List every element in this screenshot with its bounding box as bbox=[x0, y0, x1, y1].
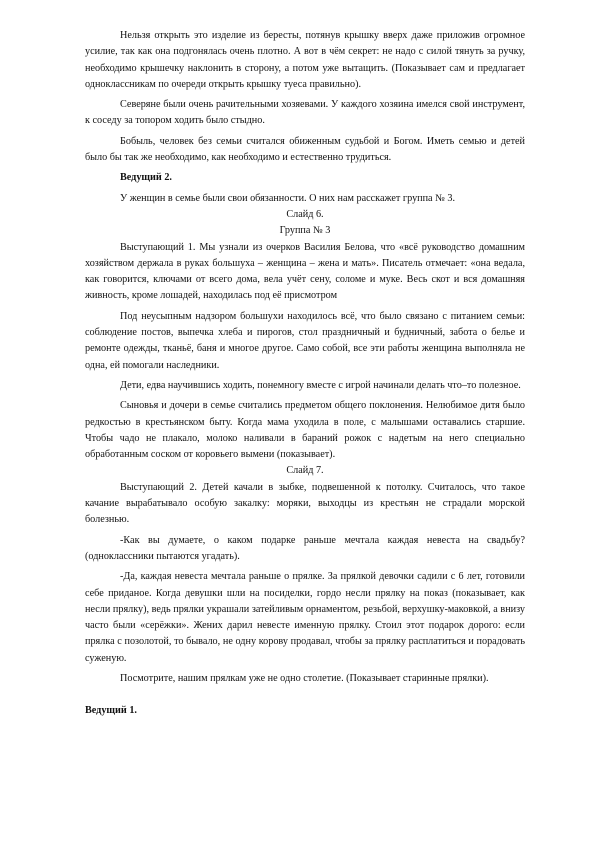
paragraph-question: -Как вы думаете, о каком подарке раньше мечтала каждая невеста на свадьбу? (одноклассники пытаются угадать). bbox=[85, 534, 525, 562]
paragraph-spinning-wheel: -Да, каждая невеста мечтала раньше о прялке. За прялкой девочки садили с 6 лет, готовили себе приданое. Когда девушки шли на посиделки, гордо несли прялку на показ (показывает, как несли прялку), ведь прялки украшали затейливым орнаментом, резьбой, верхушку-маковкой, а внизу часто были «серёжки». Жених дарил невесте именную прялку. Стоил этот подарок дорого: если прялка с позолотой, то бывало, не одну корову продавал, чтобы за прялку расплатиться и порадовать суженую. bbox=[85, 571, 525, 664]
speaker-heading-lead-1: Ведущий 1. bbox=[85, 705, 137, 717]
group-heading-3: Группа № 3 bbox=[279, 225, 331, 237]
speaker-heading-lead-2: Ведущий 2. bbox=[120, 172, 172, 184]
paragraph-speaker-2: Выступающий 2. Детей качали в зыбке, подвешенной к потолку. Считалось, что такое качание вырабатывало особую закалку: моряки, выходцы из крестьян не страдали морской болезнью. bbox=[85, 481, 525, 526]
paragraph-children: Дети, едва научившись ходить, понемногу вместе с игрой начинали делать что–то полезное. bbox=[120, 379, 521, 391]
paragraph-old-wheels: Посмотрите, нашим прялкам уже не одно столетие. (Показывает старинные прялки). bbox=[120, 672, 489, 684]
paragraph-speaker-1: Выступающий 1. Мы узнали из очерков Василия Белова, что «всё руководство домашним хозяйством держала в руках большуха – женщина – жена и мать». Писатель отмечает: «она ведала, как говорится, ключами от всего дома, вела учёт сену, соломе и муке. Весь скот и вся домашняя живность, кроме лошадей, находилась под её присмотром bbox=[85, 241, 525, 302]
slide-heading-7: Слайд 7. bbox=[286, 465, 324, 477]
slide-heading-6: Слайд 6. bbox=[286, 208, 324, 220]
paragraph-birch-box: Нельзя открыть это изделие из бересты, потянув крышку вверх даже приложив огромное усилие, так как она подгонялась очень плотно. А вот в чём секрет: не надо с силой тянуть за ручку, необходимо крышечку наклонить в сторону, а потом уже вытащить. (Показывает сам и предлагает одноклассникам по очереди открыть крышку туеса правильно). bbox=[85, 30, 525, 90]
paragraph-bolshukha: Под неусыпным надзором большухи находилось всё, что было связано с питанием семьи: соблюдение постов, выпечка хлеба и пирогов, стол праздничный и будничный, забота о белье и ремонте одежды, тканьё, баня и многое другое. Само собой, все эти работы женщина выполняла не одна, ей помогали наследники. bbox=[85, 310, 525, 371]
paragraph-northerners: Северяне были очень рачительными хозяевами. У каждого хозяина имелся свой инструмент, к соседу за топором ходить было стыдно. bbox=[85, 99, 525, 127]
document-page bbox=[85, 28, 525, 720]
paragraph-sons-daughters: Сыновья и дочери в семье считались предметом общего поклонения. Нелюбимое дитя было редкостью в крестьянском быту. Когда мама уходила в поле, с малышами оставались старшие. Чтобы чадо не плакало, молоко наливали в бараний рожок с надетым на него специально обработанным соском от коровьего вымени (показывает). bbox=[85, 400, 525, 461]
paragraph-women-duties: У женщин в семье были свои обязанности. О них нам расскажет группа № 3. bbox=[120, 192, 456, 204]
paragraph-bobyl: Бобыль, человек без семьи считался обиженным судьбой и Богом. Иметь семью и детей было бы так же необходимо, как необходимо и естественно трудиться. bbox=[85, 135, 525, 164]
